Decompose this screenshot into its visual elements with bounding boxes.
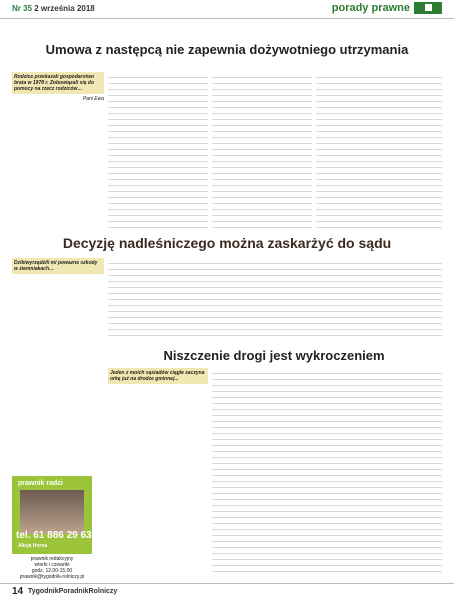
brand-logo-icon <box>414 2 442 14</box>
sidebar-label: prawnik radzi <box>18 480 63 487</box>
article-decyzje-body <box>108 258 442 338</box>
page-header <box>0 0 454 19</box>
issue-label: Nr 35 2 września 2018 <box>12 4 95 13</box>
article-niszczenie <box>106 348 442 363</box>
article-decyzje-question: Dzikiwyrządzili mi powazne szkody w ziemniakach… <box>12 258 104 274</box>
article-title: Umowa z następcą nie zapewnia dożywotniego utrzymania <box>45 42 409 57</box>
page-footer <box>0 583 454 601</box>
article-niszczenie-question: Jeden z moich sąsiadów ciągle zaczyna orkę już na drodze gminnej... <box>108 368 208 384</box>
sidebar-contact: prawnik redakcyjny wtorki i czwartki godz. 12.00-15.00 prawnik@tygodnik-rolniczy.pl <box>19 556 85 580</box>
article-title: Niszczenie drogi jest wykroczeniem <box>163 348 385 363</box>
article-decyzje <box>12 236 442 251</box>
sidebar-phone: tel. 61 886 29 63 <box>16 530 92 541</box>
article-umowa-body-col2 <box>212 72 312 232</box>
article-title: Decyzję nadleśniczego można zaskarżyć do sądu <box>62 235 392 251</box>
article-umowa-question: Rodzice przekazali gospodarstwo brata w 1978 r. Zobowiązali się do pomocy na rzecz rodziców… Pani Ewa <box>14 74 104 102</box>
article-umowa <box>12 42 442 57</box>
page-number: 14 <box>12 586 24 597</box>
prawnik-sidebar <box>12 476 92 554</box>
prawnik-photo <box>20 490 84 534</box>
sidebar-name: Alicja Horna <box>18 543 48 549</box>
publication-name: TygodnikPoradnikRolniczy <box>28 588 118 595</box>
article-niszczenie-body <box>212 368 442 573</box>
article-umowa-body-col3 <box>316 72 442 232</box>
section-brand: porady prawne <box>331 2 410 14</box>
article-umowa-body-col1 <box>108 72 208 232</box>
